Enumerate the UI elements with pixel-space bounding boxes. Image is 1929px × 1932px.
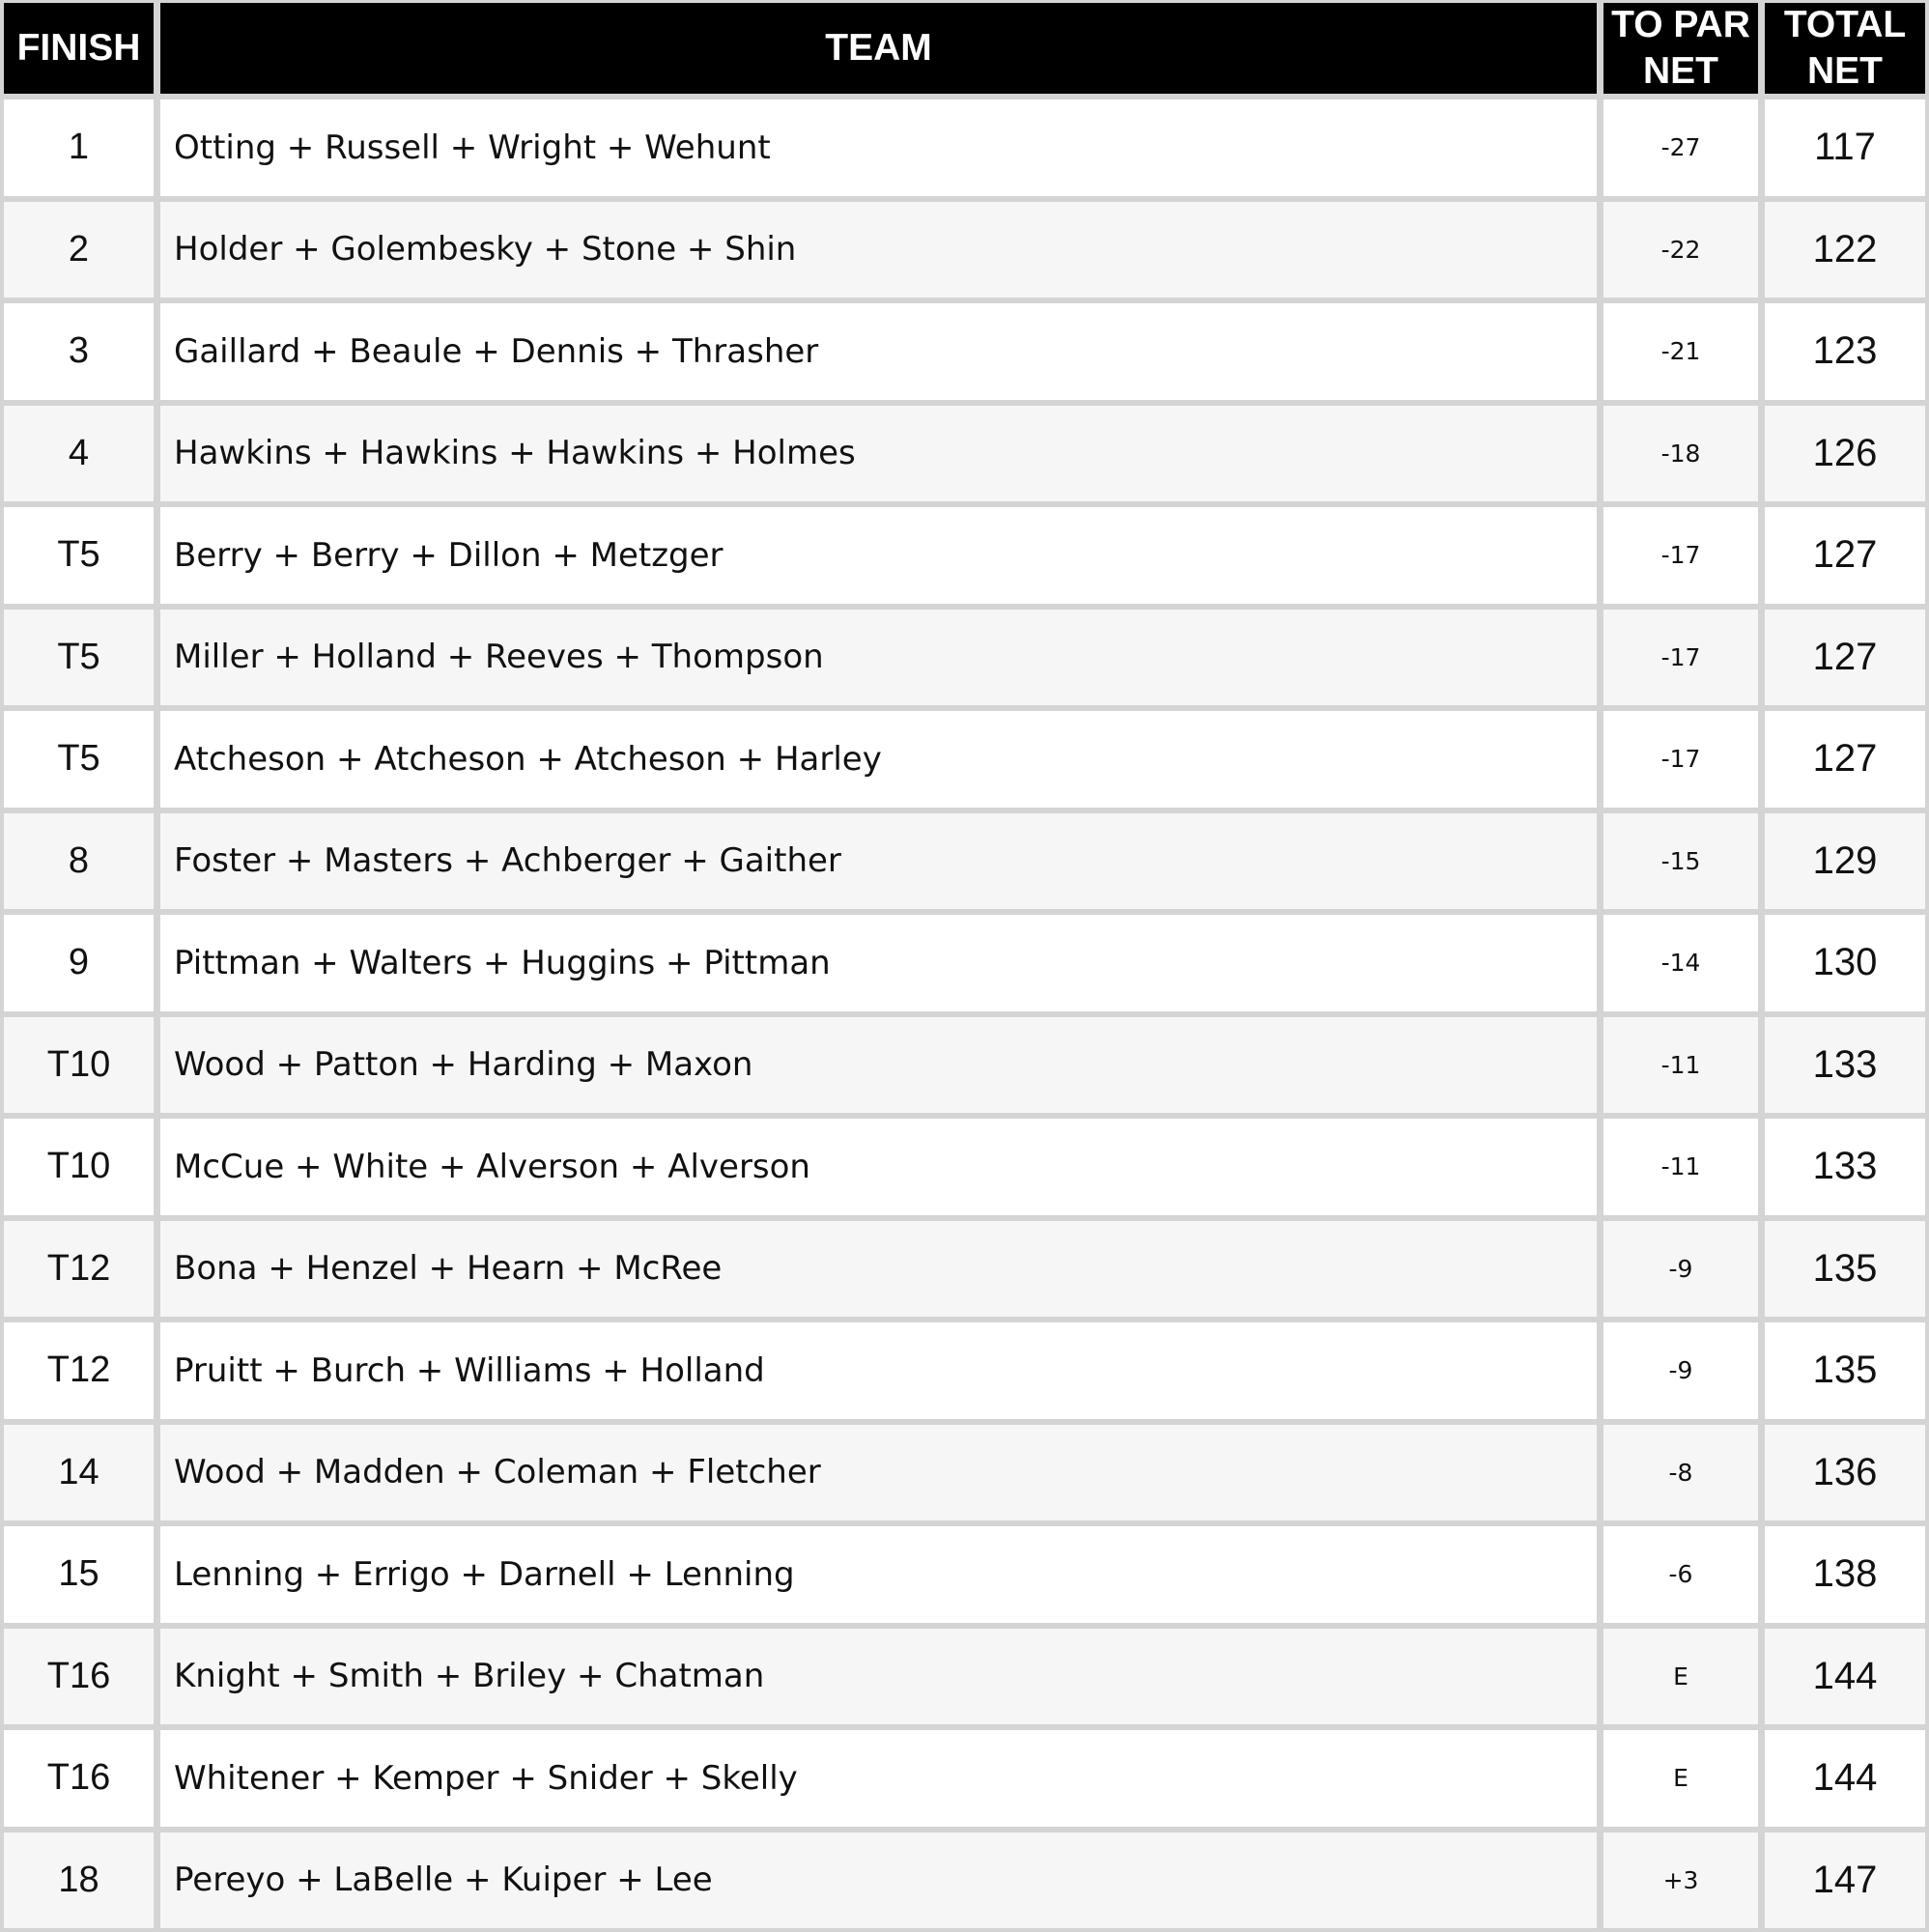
table-row (4, 1017, 1925, 1114)
to-par-cell: +3 (1603, 1833, 1758, 1929)
table-row (4, 507, 1925, 604)
table-row (4, 99, 1925, 196)
to-par-cell: -17 (1603, 507, 1758, 604)
finish-cell: 9 (4, 915, 154, 1011)
to-par-cell: -6 (1603, 1526, 1758, 1623)
to-par-cell: E (1603, 1629, 1758, 1725)
finish-cell: 1 (4, 99, 154, 196)
header-team: TEAM (160, 3, 1597, 94)
table-row (4, 1322, 1925, 1419)
finish-cell: T5 (4, 507, 154, 604)
table-header-row (4, 3, 1925, 94)
to-par-cell: -18 (1603, 406, 1758, 502)
total-net-cell: 126 (1765, 406, 1925, 502)
to-par-cell: -22 (1603, 202, 1758, 298)
table-body (4, 99, 1925, 1928)
to-par-cell: -27 (1603, 99, 1758, 196)
finish-cell: T12 (4, 1221, 154, 1318)
finish-cell: T12 (4, 1322, 154, 1419)
team-cell: Gaillard + Beaule + Dennis + Thrasher (160, 303, 1597, 400)
team-cell: Berry + Berry + Dillon + Metzger (160, 507, 1597, 604)
total-net-cell: 135 (1765, 1322, 1925, 1419)
team-cell: Lenning + Errigo + Darnell + Lenning (160, 1526, 1597, 1623)
to-par-cell: -9 (1603, 1322, 1758, 1419)
table-row (4, 711, 1925, 808)
table-row (4, 202, 1925, 298)
table-row (4, 1119, 1925, 1215)
team-cell: Holder + Golembesky + Stone + Shin (160, 202, 1597, 298)
to-par-cell: -17 (1603, 610, 1758, 706)
total-net-cell: 133 (1765, 1119, 1925, 1215)
table-row (4, 1629, 1925, 1725)
to-par-cell: -9 (1603, 1221, 1758, 1318)
table-row (4, 1833, 1925, 1929)
finish-cell: 14 (4, 1425, 154, 1521)
total-net-cell: 144 (1765, 1629, 1925, 1725)
to-par-cell: -17 (1603, 711, 1758, 808)
total-net-cell: 133 (1765, 1017, 1925, 1114)
total-net-cell: 147 (1765, 1833, 1925, 1929)
table-row (4, 1221, 1925, 1318)
team-cell: Whitener + Kemper + Snider + Skelly (160, 1730, 1597, 1827)
finish-cell: T10 (4, 1119, 154, 1215)
team-cell: McCue + White + Alverson + Alverson (160, 1119, 1597, 1215)
finish-cell: 4 (4, 406, 154, 502)
total-net-cell: 117 (1765, 99, 1925, 196)
finish-cell: 18 (4, 1833, 154, 1929)
header-finish: FINISH (4, 3, 154, 94)
total-net-cell: 127 (1765, 610, 1925, 706)
table-row (4, 610, 1925, 706)
total-net-cell: 129 (1765, 813, 1925, 910)
finish-cell: T16 (4, 1629, 154, 1725)
total-net-cell: 122 (1765, 202, 1925, 298)
finish-cell: 2 (4, 202, 154, 298)
table-row (4, 1526, 1925, 1623)
team-cell: Foster + Masters + Achberger + Gaither (160, 813, 1597, 910)
to-par-cell: -11 (1603, 1119, 1758, 1215)
team-cell: Otting + Russell + Wright + Wehunt (160, 99, 1597, 196)
to-par-cell: -11 (1603, 1017, 1758, 1114)
team-cell: Pereyo + LaBelle + Kuiper + Lee (160, 1833, 1597, 1929)
team-cell: Atcheson + Atcheson + Atcheson + Harley (160, 711, 1597, 808)
to-par-cell: -21 (1603, 303, 1758, 400)
team-cell: Wood + Madden + Coleman + Fletcher (160, 1425, 1597, 1521)
finish-cell: T5 (4, 610, 154, 706)
total-net-cell: 136 (1765, 1425, 1925, 1521)
table-row (4, 406, 1925, 502)
to-par-cell: E (1603, 1730, 1758, 1827)
team-cell: Miller + Holland + Reeves + Thompson (160, 610, 1597, 706)
table-row (4, 303, 1925, 400)
finish-cell: T5 (4, 711, 154, 808)
finish-cell: 3 (4, 303, 154, 400)
table-row (4, 915, 1925, 1011)
header-total-net: TOTAL NET (1765, 3, 1925, 94)
team-cell: Pruitt + Burch + Williams + Holland (160, 1322, 1597, 1419)
team-cell: Pittman + Walters + Huggins + Pittman (160, 915, 1597, 1011)
finish-cell: T16 (4, 1730, 154, 1827)
finish-cell: 15 (4, 1526, 154, 1623)
total-net-cell: 138 (1765, 1526, 1925, 1623)
team-cell: Bona + Henzel + Hearn + McRee (160, 1221, 1597, 1318)
team-cell: Wood + Patton + Harding + Maxon (160, 1017, 1597, 1114)
total-net-cell: 130 (1765, 915, 1925, 1011)
to-par-cell: -14 (1603, 915, 1758, 1011)
finish-cell: T10 (4, 1017, 154, 1114)
table-row (4, 813, 1925, 910)
team-cell: Hawkins + Hawkins + Hawkins + Holmes (160, 406, 1597, 502)
to-par-cell: -15 (1603, 813, 1758, 910)
table-row (4, 1730, 1925, 1827)
finish-cell: 8 (4, 813, 154, 910)
total-net-cell: 123 (1765, 303, 1925, 400)
table-row (4, 1425, 1925, 1521)
to-par-cell: -8 (1603, 1425, 1758, 1521)
total-net-cell: 135 (1765, 1221, 1925, 1318)
total-net-cell: 144 (1765, 1730, 1925, 1827)
header-to-par-net: TO PAR NET (1603, 3, 1758, 94)
team-cell: Knight + Smith + Briley + Chatman (160, 1629, 1597, 1725)
total-net-cell: 127 (1765, 507, 1925, 604)
total-net-cell: 127 (1765, 711, 1925, 808)
